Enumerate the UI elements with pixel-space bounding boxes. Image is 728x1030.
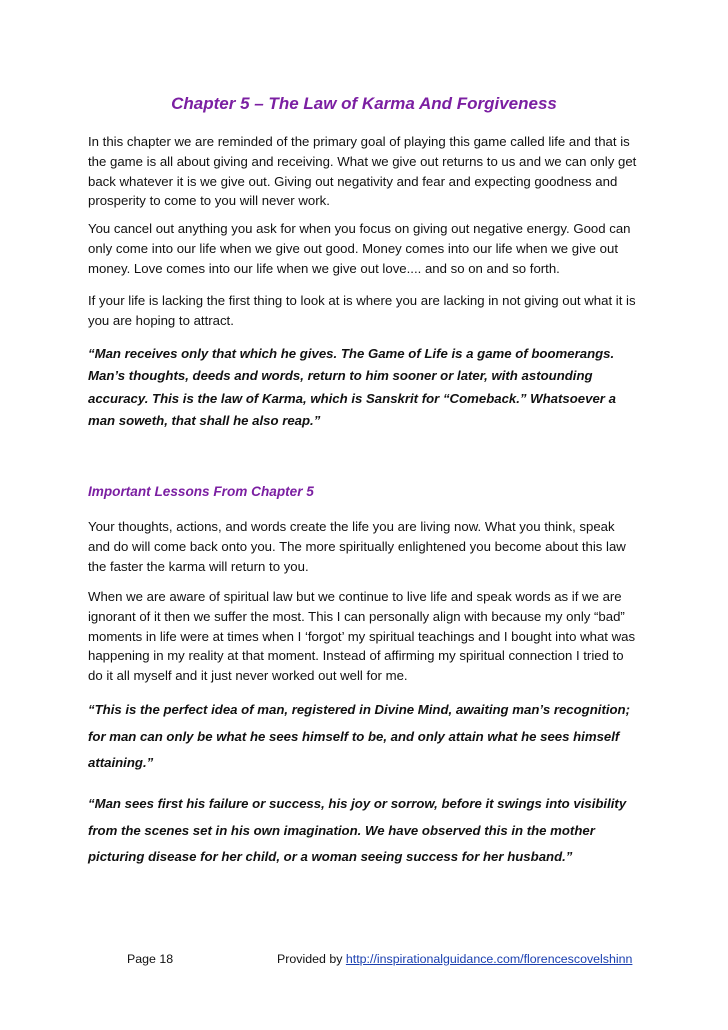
lesson-paragraph-1: Your thoughts, actions, and words create the life you are living now. What you think, speak and do will come back onto you. The more spiritually enlightened you become about this law the faster the karma will return to you. xyxy=(88,519,626,574)
karma-quote: “Man receives only that which he gives. The Game of Life is a game of boomerangs. Man’s thoughts, deeds and words, return to him sooner or later, with astounding accuracy. This is the law of Karma, which is Sanskrit for “Comeback.” Whatsoever a man soweth, that shall he also reap.” xyxy=(88,346,616,429)
provided-by xyxy=(277,950,632,968)
source-link[interactable]: http://inspirationalguidance.com/florencescovelshinn xyxy=(345,952,633,966)
lessons-heading: Important Lessons From Chapter 5 xyxy=(88,484,314,499)
divine-mind-quote: “This is the perfect idea of man, registered in Divine Mind, awaiting man’s recognition; for man can only be what he sees himself to be, and only attain what he sees himself attaining.” xyxy=(88,702,631,770)
intro-paragraph-1: In this chapter we are reminded of the primary goal of playing this game called life and that is the game is all about giving and receiving. What we give out returns to us and we can only get back whatever it is we give out. Giving out negativity and fear and expecting goodness and prosperity to come to you will never work. xyxy=(88,134,637,209)
intro-paragraph-2: You cancel out anything you ask for when you focus on giving out negative energy. Good can only come into our life when we give out good. Money comes into our life when we give out money. Love comes into our life when we give out love.... and so on and so forth. xyxy=(88,221,631,276)
chapter-title: Chapter 5 – The Law of Karma And Forgiveness xyxy=(171,94,557,113)
lesson-paragraph-2: When we are aware of spiritual law but we continue to live life and speak words as if we are ignorant of it then we suffer the most. This I can personally align with because my only “bad” moments in life were at times when I ‘forgot’ my spiritual teachings and I bought into what was happening in my reality at that moment. Instead of affirming my spiritual connection I tried to do it all myself and it just never worked out well for me. xyxy=(88,589,636,684)
provided-by-label: Provided by xyxy=(277,952,343,966)
intro-paragraph-3: If your life is lacking the first thing to look at is where you are lacking in not giving out what it is you are hoping to attract. xyxy=(88,293,636,328)
page-number: Page 18 xyxy=(127,952,174,966)
imagination-quote: “Man sees first his failure or success, his joy or sorrow, before it swings into visibility from the scenes set in his own imagination. We have observed this in the mother picturing disease for her child, or a woman seeing success for her husband.” xyxy=(88,796,627,864)
